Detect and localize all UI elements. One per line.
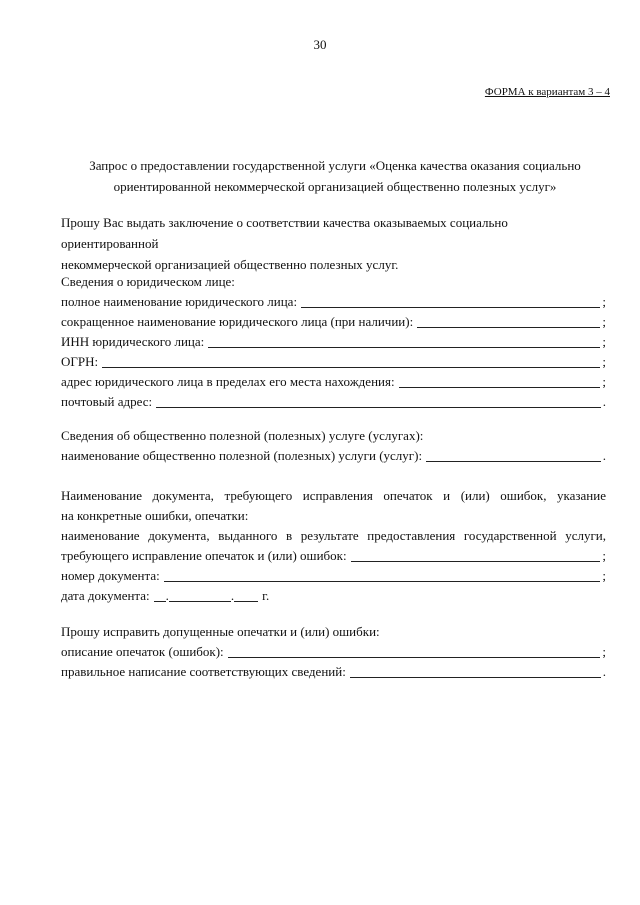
postal-label: почтовый адрес: bbox=[61, 394, 153, 409]
correction-line-2: на конкретные ошибки, опечатки: bbox=[61, 508, 249, 523]
document-name-row bbox=[61, 546, 606, 566]
document-name-label: требующего исправление опечаток и (или) ошибок: bbox=[61, 548, 347, 563]
legal-entity-heading-row bbox=[61, 272, 606, 292]
ogrn-row bbox=[61, 352, 606, 372]
form-reference: ФОРМА к вариантам 3 – 4 bbox=[484, 86, 610, 98]
correct-spelling-end: . bbox=[602, 664, 606, 679]
correct-spelling-row bbox=[61, 662, 606, 682]
document-name-end: ; bbox=[602, 548, 606, 563]
full-name-end: ; bbox=[602, 294, 606, 309]
service-name-field[interactable] bbox=[426, 460, 601, 462]
error-description-label: описание опечаток (ошибок): bbox=[61, 644, 224, 659]
correction-line-2-row bbox=[61, 506, 606, 526]
inn-row bbox=[61, 332, 606, 352]
correction-line-1: Наименование документа, требующего исправления опечаток и (или) ошибок, указание bbox=[61, 488, 606, 503]
full-name-row bbox=[61, 292, 606, 312]
title-line-2: ориентированной некоммерческой организацией общественно полезных услуг» bbox=[113, 179, 557, 194]
error-description-end: ; bbox=[602, 644, 606, 659]
document-name-field[interactable] bbox=[351, 560, 601, 562]
inn-field[interactable] bbox=[208, 346, 600, 348]
date-dot-1: . bbox=[165, 588, 169, 603]
postal-end: . bbox=[602, 394, 606, 409]
address-label: адрес юридического лица в пределах его места нахождения: bbox=[61, 374, 395, 389]
correction-document-section bbox=[61, 486, 606, 606]
service-section bbox=[61, 426, 606, 466]
date-dot-2: . bbox=[230, 588, 235, 603]
document-number-end: ; bbox=[602, 568, 606, 583]
address-row bbox=[61, 372, 606, 392]
short-name-label: сокращенное наименование юридического лица (при наличии): bbox=[61, 314, 414, 329]
ogrn-label: ОГРН: bbox=[61, 354, 99, 369]
document-number-label: номер документа: bbox=[61, 568, 160, 583]
document-title bbox=[60, 155, 610, 197]
date-month-field[interactable] bbox=[169, 600, 231, 602]
document-number-row bbox=[61, 566, 606, 586]
short-name-row bbox=[61, 312, 606, 332]
correction-request-section bbox=[61, 622, 606, 682]
document-date-row bbox=[61, 586, 606, 606]
request-line-2: некоммерческой организацией общественно полезных услуг. bbox=[61, 257, 399, 272]
correction-request-heading: Прошу исправить допущенные опечатки и (или) ошибки: bbox=[61, 624, 380, 639]
request-line-1: Прошу Вас выдать заключение о соответствии качества оказываемых социально ориентированной bbox=[61, 215, 508, 251]
page-number: 30 bbox=[313, 37, 327, 52]
address-end: ; bbox=[602, 374, 606, 389]
service-heading: Сведения об общественно полезной (полезных) услуге (услугах): bbox=[61, 428, 424, 443]
document-date-label: дата документа: bbox=[61, 588, 150, 603]
full-name-label: полное наименование юридического лица: bbox=[61, 294, 298, 309]
service-name-row bbox=[61, 446, 606, 466]
request-paragraph bbox=[61, 212, 606, 275]
legal-entity-heading: Сведения о юридическом лице: bbox=[61, 274, 235, 289]
date-year-field[interactable] bbox=[234, 600, 258, 602]
correction-request-heading-row bbox=[61, 622, 606, 642]
short-name-end: ; bbox=[602, 314, 606, 329]
legal-entity-section bbox=[61, 272, 606, 412]
correction-line-1-row bbox=[61, 486, 606, 506]
postal-field[interactable] bbox=[156, 406, 601, 408]
service-name-label: наименование общественно полезной (полезных) услуги (услуг): bbox=[61, 448, 423, 463]
correct-spelling-label: правильное написание соответствующих сведений: bbox=[61, 664, 346, 679]
correct-spelling-field[interactable] bbox=[350, 676, 601, 678]
title-line-1: Запрос о предоставлении государственной услуги «Оценка качества оказания социально bbox=[89, 158, 581, 173]
ogrn-end: ; bbox=[602, 354, 606, 369]
date-year-suffix: г. bbox=[262, 588, 270, 603]
inn-end: ; bbox=[602, 334, 606, 349]
service-heading-row bbox=[61, 426, 606, 446]
full-name-field[interactable] bbox=[301, 306, 600, 308]
error-description-field[interactable] bbox=[228, 656, 601, 658]
ogrn-field[interactable] bbox=[102, 366, 600, 368]
service-name-end: . bbox=[602, 448, 606, 463]
inn-label: ИНН юридического лица: bbox=[61, 334, 205, 349]
date-day-field[interactable] bbox=[154, 600, 166, 602]
document-number-field[interactable] bbox=[164, 580, 601, 582]
correction-line-3-row bbox=[61, 526, 606, 546]
correction-line-3: наименование документа, выданного в результате предоставления государственной услуги, bbox=[61, 528, 606, 543]
error-description-row bbox=[61, 642, 606, 662]
short-name-field[interactable] bbox=[417, 326, 600, 328]
postal-row bbox=[61, 392, 606, 412]
address-field[interactable] bbox=[399, 386, 601, 388]
